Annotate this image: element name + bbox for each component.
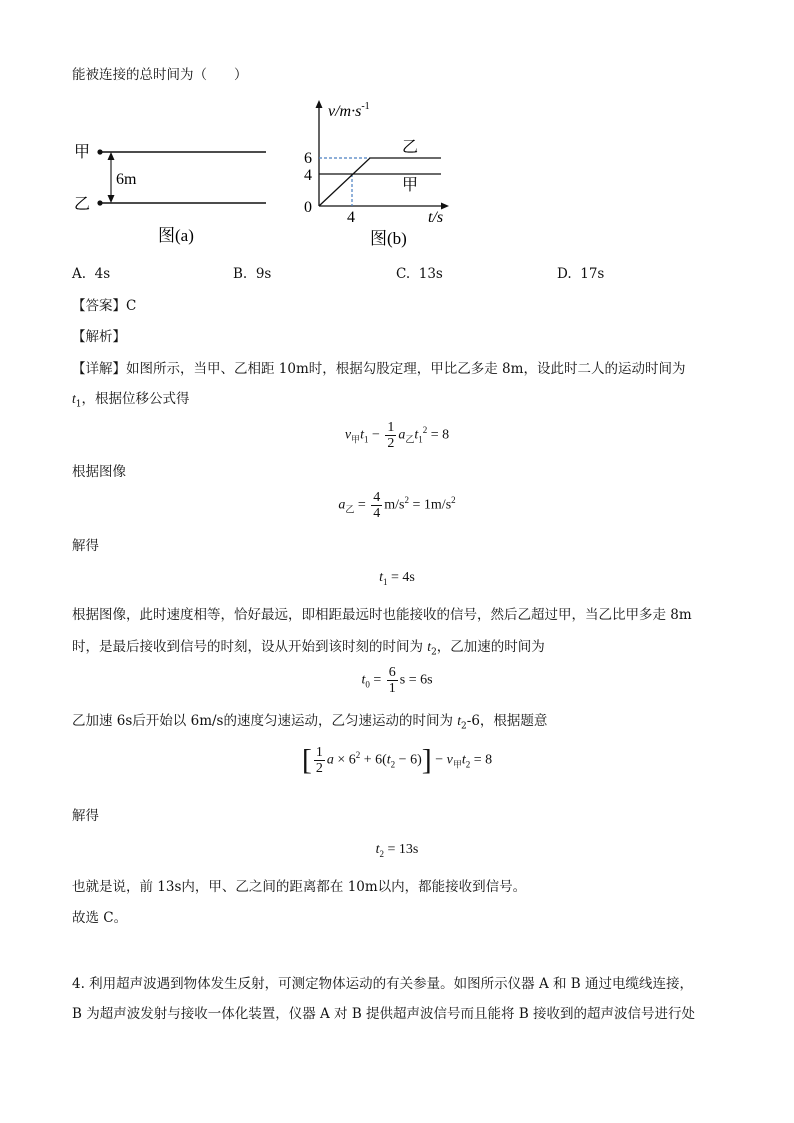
x-axis-label: t/s <box>428 209 444 226</box>
next-question-line2: B 为超声波发射与接收一体化装置，仪器 A 对 B 提供超声波信号而且能将 B 接收到的超声波信号进行处 <box>72 1006 696 1022</box>
equation-5: [ $\frac{1}{2}$ $a \times 6^2 + 6(t_2 - 6)] - v_甲t_2 = 8$ <box>301 743 493 777</box>
answer-line: 【答案】C <box>72 298 137 314</box>
choose-line: 故选 C。 <box>72 910 128 926</box>
equation-4: $t_0$ = $\frac{6}{1}$ s = 6s <box>361 665 433 696</box>
distance-label: 6m <box>116 171 137 188</box>
p-long-2: 时，是最后接收到信号的时刻，设从开始到该时刻的时间为 $t_2$，乙加速的时间为 <box>72 639 545 658</box>
figure-b <box>296 96 456 252</box>
tick-4-x: 4 <box>347 209 355 226</box>
question-stem: 能被连接的总时间为（ ） <box>72 67 248 83</box>
label-jia: 甲 <box>74 144 91 161</box>
series-yi-label: 乙 <box>402 139 419 156</box>
tick-4-y: 4 <box>304 167 312 184</box>
caption-a: 图(a) <box>158 226 194 245</box>
equation-1: $v_甲t_1$ − $\frac{1}{2}$ $a_乙t_1^2 = 8$ <box>344 420 450 451</box>
series-jia-label: 甲 <box>402 177 419 194</box>
figure-a <box>70 135 280 247</box>
conclusion: 也就是说，前 13s内，甲、乙之间的距离都在 10m以内，都能接收到信号。 <box>72 879 527 895</box>
detail-line1: 【详解】如图所示，当甲、乙相距 10m时，根据勾股定理，甲比乙多走 8m，设此时二人的运动时间为 <box>72 361 686 377</box>
origin-label: 0 <box>304 199 312 216</box>
p-long-1: 根据图像，此时速度相等，恰好最远，即相距最远时也能接收的信号，然后乙超过甲，当乙比甲多走 8m <box>72 607 692 623</box>
p-graph: 根据图像 <box>72 464 126 480</box>
p-solve-1: 解得 <box>72 538 99 554</box>
p-solve-2: 解得 <box>72 808 99 824</box>
option-a[interactable]: A. 4s <box>72 266 111 282</box>
option-d[interactable]: D. 17s <box>557 266 605 282</box>
option-c[interactable]: C. 13s <box>396 266 443 282</box>
equation-2: $a_乙$ = $\frac{4}{4}$ $m/s^2 = 1m/s^2$ <box>338 490 456 521</box>
equation-6: $t_2 = 13s$ <box>375 842 419 859</box>
y-axis-label: $v/m\cdot s^{-1}$ <box>328 101 370 120</box>
next-question-line1: 4. 利用超声波遇到物体发生反射，可测定物体运动的有关参量。如图所示仪器 A 和 B 通过电缆线连接， <box>72 976 694 992</box>
tick-6-y: 6 <box>304 150 312 167</box>
analysis-label: 【解析】 <box>72 329 126 345</box>
detail-line2: $t_1$，根据位移公式得 <box>72 391 190 410</box>
caption-b: 图(b) <box>370 229 407 248</box>
label-yi: 乙 <box>74 196 91 213</box>
option-b[interactable]: B. 9s <box>233 266 272 282</box>
equation-3: $t_1 = 4s$ <box>379 570 415 587</box>
p-accel: 乙加速 6s后开始以 6m/s的速度匀速运动，乙匀速运动的时间为 $t_2-6$，根据题意 <box>72 713 548 732</box>
